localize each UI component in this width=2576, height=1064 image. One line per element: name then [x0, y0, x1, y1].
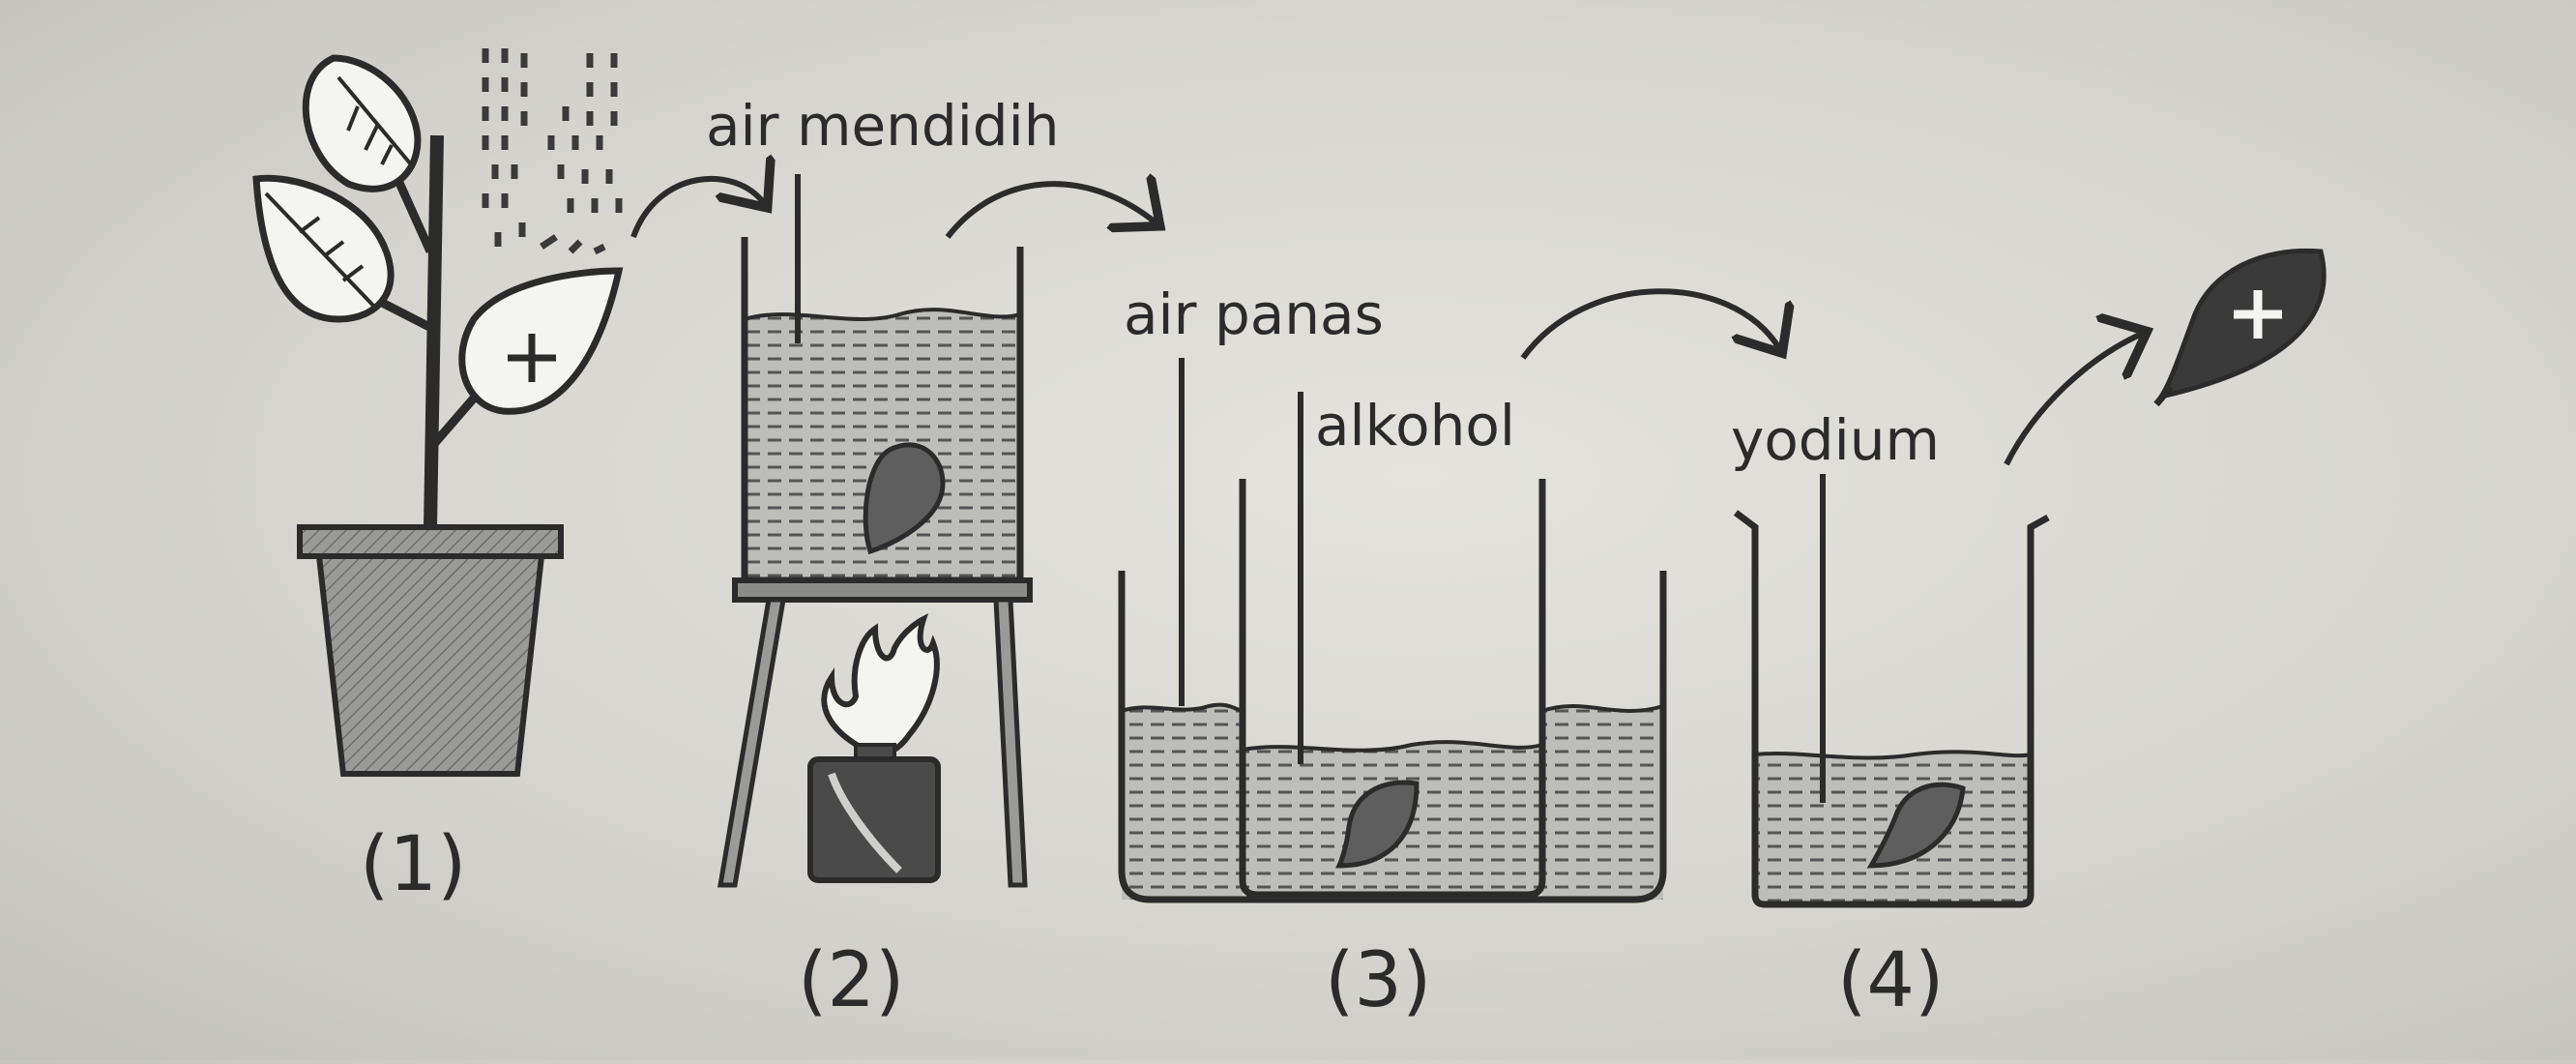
label-alcohol: alkohol	[1315, 393, 1516, 458]
boiling-water-beaker	[720, 174, 1030, 885]
result-leaf-plus-icon	[2156, 251, 2324, 404]
label-iodine: yodium	[1731, 407, 1940, 473]
leaf-icon	[306, 58, 418, 189]
leaf-icon	[256, 178, 391, 319]
arrow-icon	[1523, 291, 1779, 358]
flower-pot	[300, 527, 561, 774]
label-boiling-water: air mendidih	[706, 93, 1060, 159]
iodine-beaker	[1736, 474, 2048, 904]
step-label-2: (2)	[798, 937, 905, 1024]
arrow-icon	[2006, 334, 2142, 464]
flame-icon	[824, 619, 937, 754]
step-label-3: (3)	[1325, 937, 1432, 1024]
arrow-icon	[633, 179, 764, 237]
spirit-lamp	[810, 745, 938, 880]
light-rays	[485, 48, 619, 251]
label-hot-water: air panas	[1124, 281, 1384, 347]
step-label-1: (1)	[360, 821, 467, 908]
step-label-4: (4)	[1837, 937, 1945, 1024]
potted-plant	[256, 48, 619, 774]
arrow-icon	[948, 184, 1156, 237]
treated-leaf-plus-icon	[462, 271, 619, 411]
